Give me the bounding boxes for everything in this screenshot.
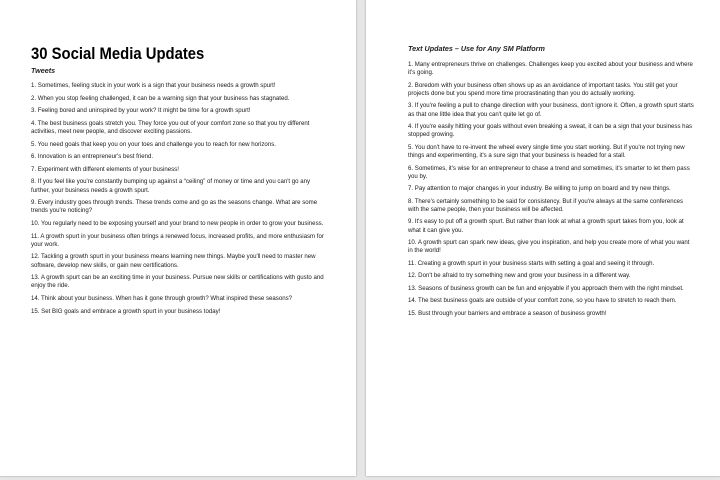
tweet-item: 3. Feeling bored and uninspired by your work? It might be time for a growth spurt! (31, 107, 251, 115)
text-update-item: 9. It's easy to put off a growth spurt. But rather than look at what a growth spurt takes from you, look at what it can give you. (408, 218, 684, 234)
text-update-item: 2. Boredom with your business often shows up as an avoidance of important tasks. You still get your projects done but you spend more time procrastinating than you do actually working. (408, 81, 678, 97)
tweet-item: 11. A growth spurt in your business often brings a renewed focus, increased profits, and more enthusiasm for your work. (31, 232, 324, 248)
tweet-item: 6. Innovation is an entrepreneur's best friend. (31, 153, 154, 161)
tweet-item: 7. Experiment with different elements of your business! (31, 165, 179, 173)
document-page-left (0, 0, 356, 476)
text-update-item: 14. The best business goals are outside of your comfort zone, so you have to stretch to reach them. (408, 297, 677, 305)
tweet-item: 12. Tackling a growth spurt in your business means learning new things. Maybe you'll need to master new software, develop new skills, or gain new certifications. (31, 253, 316, 269)
document-title: 30 Social Media Updates (31, 45, 205, 63)
tweet-item: 9. Every industry goes through trends. These trends come and go as the seasons change. What are some trends you're noticing? (31, 199, 318, 215)
text-update-item: 6. Sometimes, it's wise for an entrepreneur to chase a trend and sometimes, it's smarter to let them pass you by. (408, 164, 690, 180)
text-updates-list (408, 61, 694, 318)
text-update-item: 8. There's certainly something to be said for consistency. But if you're always at the same conferences with the same people, then your business will be affected. (408, 197, 684, 213)
text-update-item: 12. Don't be afraid to try something new and grow your business in a different way. (408, 272, 631, 280)
text-update-item: 10. A growth spurt can spark new ideas, give you inspiration, and help you create more of what you want in the world! (408, 239, 690, 255)
tweet-item: 15. Set BIG goals and embrace a growth spurt in your business today! (31, 307, 221, 315)
tweet-item: 14. Think about your business. When has it gone through growth? What inspired these seasons? (31, 294, 293, 302)
text-update-item: 3. If you're feeling a pull to change direction with your business, don't ignore it. Often, a growth spurt starts as that one little idea that you can't quite let go of. (408, 102, 694, 118)
tweet-item: 8. If you feel like you're constantly bumping up against a “ceiling” of money or time and you can't go any further, your business needs a growth spurt. (31, 178, 311, 194)
text-updates-heading: Text Updates – Use for Any SM Platform (408, 44, 545, 53)
document-page-right (366, 0, 720, 476)
text-update-item: 1. Many entrepreneurs thrive on challenges. Challenges keep you excited about your business and where it's going. (408, 61, 693, 77)
tweets-heading: Tweets (31, 66, 56, 75)
tweet-item: 5. You need goals that keep you on your toes and challenge you to reach for new horizons. (31, 140, 276, 148)
tweet-item: 2. When you stop feeling challenged, it can be a warning sign that your business has stagnated. (31, 94, 290, 102)
tweet-item: 1. Sometimes, feeling stuck in your work is a sign that your business needs a growth spurt! (31, 82, 276, 89)
tweet-item: 10. You regularly need to be exposing yourself and your brand to new people in order to grow your business. (31, 219, 324, 227)
text-update-item: 13. Seasons of business growth can be fun and enjoyable if you approach them with the right mindset. (408, 284, 684, 292)
tweets-list (31, 82, 328, 316)
text-update-item: 5. You don't have to re-invent the wheel every single time you start working. But if you're not trying new things and experimenting, it's a sure sign that your business is headed for a stall. (408, 143, 685, 160)
text-update-item: 11. Creating a growth spurt in your business starts with setting a goal and seeing it through. (408, 259, 655, 267)
tweet-item: 4. The best business goals stretch you. They force you out of your comfort zone so that you try different activities, meet new people, and discover exciting passions. (31, 119, 310, 135)
text-update-item: 15. Bust through your barriers and embrace a season of business growth! (408, 309, 607, 317)
text-update-item: 4. If you're easily hitting your goals without even breaking a sweat, it can be a sign that your business has stopped growing. (408, 123, 693, 139)
text-update-item: 7. Pay attention to major changes in your industry. Be willing to jump on board and try new things. (408, 185, 671, 193)
tweet-item: 13. A growth spurt can be an exciting time in your business. Pursue new skills or certifications with gusto and enjoy the ride. (31, 274, 324, 290)
